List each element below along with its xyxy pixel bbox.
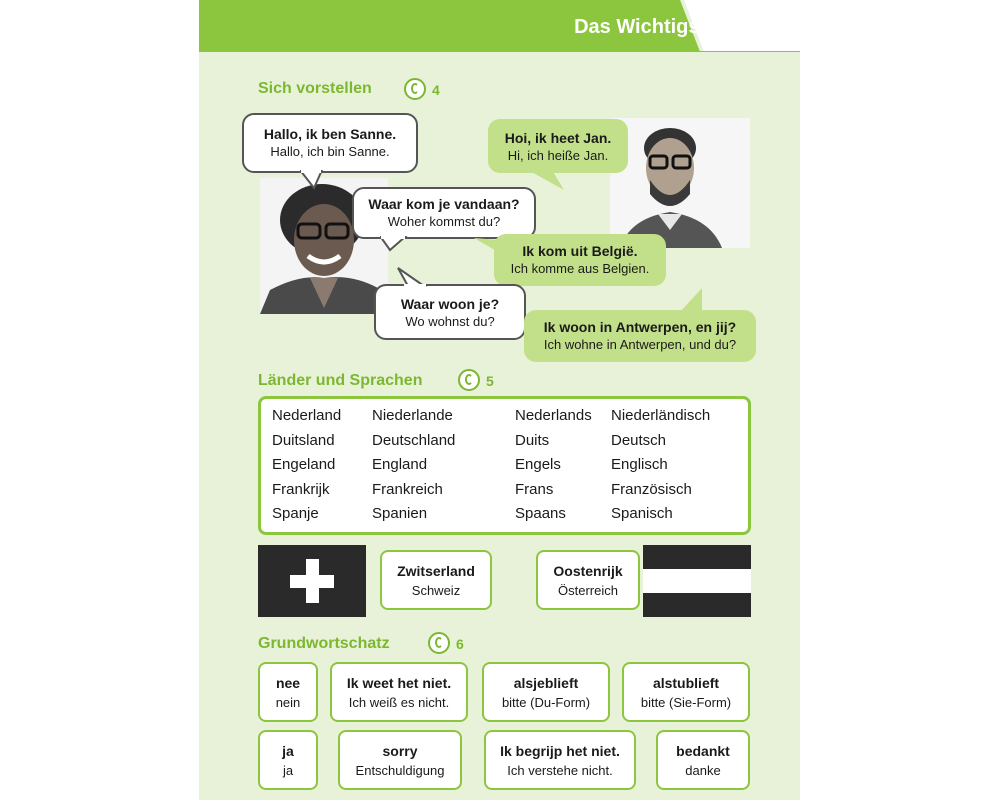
dutch-word: nee [275,675,301,691]
dutch-phrase: Ik woon in Antwerpen, en jij? [543,319,737,335]
country-german: England [372,456,428,473]
german-translation: Ich weiß es nicht. [348,695,450,710]
austrian-flag [643,545,751,617]
section-title-basics: Grundwortschatz [258,635,390,652]
speech-bubble [352,187,536,239]
language-german: Englisch [611,456,668,473]
language-german: Französisch [611,480,692,498]
vocab-card [338,730,462,790]
language-dutch: Duits [515,431,550,449]
ear-icon[interactable] [458,369,480,391]
dutch-phrase: Hoi, ik heet Jan. [504,130,612,146]
dutch-word: sorry [382,743,418,759]
dutch-phrase: Waar kom je vandaan? [368,196,520,212]
dutch-word: alstublieft [652,675,720,691]
dutch-phrase: Hallo, ik ben Sanne. [263,126,397,142]
dutch-word: bedankt [676,743,730,759]
page-title: Das Wichtigste auf einen Blick [574,16,864,38]
speech-bubble [524,310,756,362]
country-german: Spanien [372,505,428,522]
language-dutch: Nederlands [515,407,592,424]
swiss-flag [258,545,366,617]
vocab-card [656,730,750,790]
dutch-phrase: Waar woon je? [400,296,500,312]
track-number: 4 [432,82,440,98]
bubble-tail [672,286,712,314]
bubble-tail [474,236,504,256]
bubble-tail [394,266,434,288]
german-translation: Ich verstehe nicht. [507,763,613,778]
vocab-card [330,662,468,722]
section-title-intro: Sich vorstellen [258,80,372,97]
country-dutch: Nederland [272,407,342,424]
german-translation: Hallo, ich bin Sanne. [270,144,390,159]
ear-icon[interactable] [404,78,426,100]
dutch-word: Ik begrijp het niet. [500,743,620,759]
german-translation: Wo wohnst du? [405,314,495,329]
speech-bubble [374,284,526,340]
country-german: Deutschland [372,431,456,449]
photo-man [610,118,750,248]
vocab-card [484,730,636,790]
language-dutch: Engels [515,456,561,473]
german-translation: Woher kommst du? [387,214,501,229]
ear-icon[interactable] [428,632,450,654]
country-dutch: Duitsland [272,431,335,449]
language-german: Niederländisch [611,407,711,424]
bubble-tail [300,170,330,190]
vocab-card [258,730,318,790]
track-number: 5 [486,373,494,389]
german-translation: Entschuldigung [355,763,445,778]
dutch-phrase: Ik kom uit België. [522,243,638,259]
german-translation: Hi, ich heiße Jan. [507,148,609,163]
bubble-tail [528,170,568,194]
country-dutch: Spanje [272,505,319,522]
country-german: Frankreich [372,480,443,498]
dutch-word: ja [282,743,294,759]
german-translation: danke [685,763,721,778]
german-translation: nein [275,695,301,710]
track-number: 6 [456,636,464,652]
german-translation: ja [282,763,294,778]
section-title-countries: Länder und Sprachen [258,372,423,389]
vocab-card [258,662,318,722]
language-dutch: Frans [515,480,554,498]
german-translation: Schweiz [411,583,461,598]
german-translation: bitte (Sie-Form) [640,695,732,710]
dutch-word: Zwitserland [397,563,475,579]
country-card [536,550,640,610]
german-translation: Ich wohne in Antwerpen, und du? [543,337,737,352]
language-german: Deutsch [611,431,667,449]
country-card [380,550,492,610]
country-german: Niederlande [372,407,453,424]
german-translation: Österreich [558,583,618,598]
german-translation: bitte (Du-Form) [501,695,591,710]
dutch-word: Ik weet het niet. [346,675,452,691]
vocab-card [482,662,610,722]
speech-bubble [494,234,666,286]
german-translation: Ich komme aus Belgien. [510,261,650,276]
speech-bubble [242,113,418,173]
country-dutch: Frankrijk [272,480,330,498]
dutch-word: alsjeblieft [513,675,579,691]
language-german: Spanisch [611,505,673,522]
language-dutch: Spaans [515,505,566,522]
bubble-tail [380,236,420,254]
dutch-word: Oostenrijk [553,563,623,579]
country-dutch: Engeland [272,456,336,473]
speech-bubble [488,119,628,173]
vocab-card [622,662,750,722]
